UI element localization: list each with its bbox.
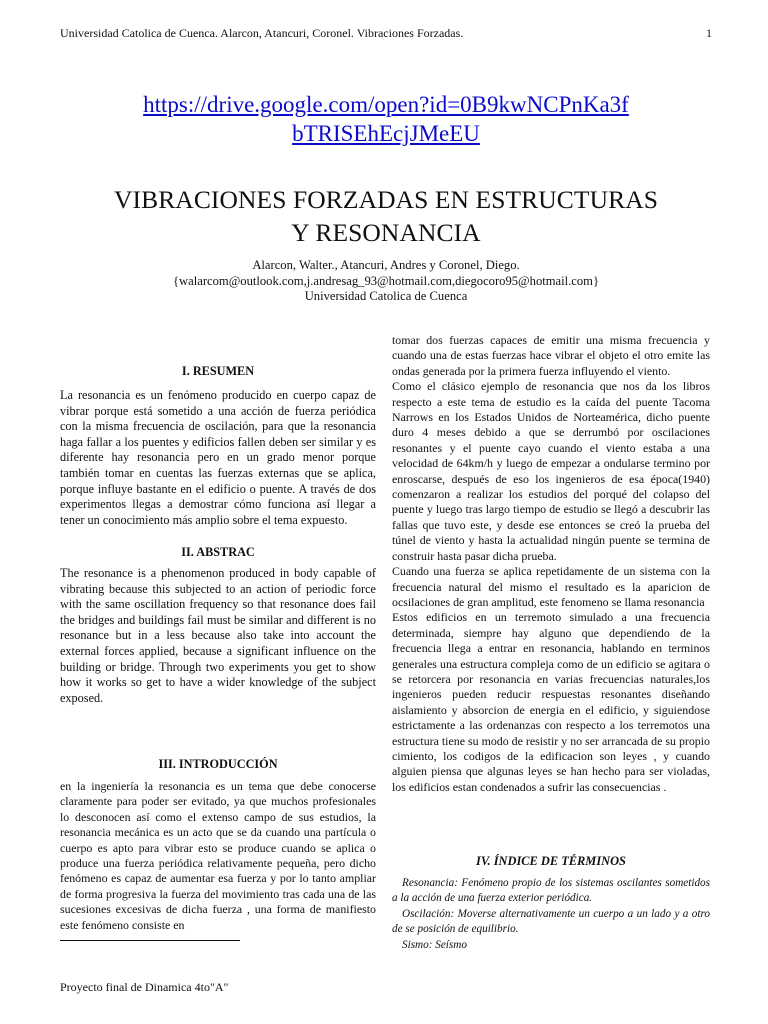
abstrac-body — [60, 566, 376, 706]
right-paragraph-3: Cuando una fuerza se aplica repetidamente de un sistema con la frecuencia natural del mismo el resultado es la aparicion de ocsilaciones de gran amplitud, este fenomeno se llama resonancia — [392, 564, 710, 609]
paper-title — [60, 183, 712, 249]
drive-link-line-2[interactable]: bTRISEhEcjJMeEU — [292, 121, 480, 146]
resumen-heading: I. RESUMEN — [181, 364, 255, 378]
term-sismo: Sismo: Seísmo — [402, 938, 467, 951]
footnote-divider — [60, 940, 240, 941]
right-column-body — [392, 333, 710, 795]
resumen-text: La resonancia es un fenómeno producido en cuerpo capaz de vibrar porque está sometido a una acción de fuerza periódica con la misma frecuencia de oscilación, para que la resonancia haga fallar a los puentes y edificios fallen deben ser similar y es diferente hay resonancia pero en un grado menor porque también tomar en cuentas las fuerzas externas que se aplica, porque influye bastante en el edificio o puente. A través de dos experimentos llegas a demostrar cómo funciona así llegar a tener un conocimiento más amplio sobre el tema expuesto. — [60, 388, 376, 527]
term-oscilacion: Oscilación: Moverse alternativamente un cuerpo a un lado y a otro de se posición de equilibrio. — [392, 907, 710, 936]
introduccion-body — [60, 779, 376, 933]
paper-title-line-2: Y RESONANCIA — [291, 218, 481, 247]
paper-title-line-1: VIBRACIONES FORZADAS EN ESTRUCTURAS — [113, 185, 659, 214]
running-head — [60, 26, 712, 41]
indice-terms — [392, 876, 710, 953]
author-emails: {walarcom@outlook.com,j.andresag_93@hotmail.com,diegocoro95@hotmail.com} — [173, 273, 599, 288]
introduccion-text: en la ingeniería la resonancia es un tema que debe conocerse claramente para poder ser evitado, ya que muchos profesionales lo desconocen así como el extenso campo de sus estudios, la resonancia mecánica es un acto que se da cuando una partícula o cuerpo es apto para vibrar esto se produce cuando se aplica o produce una fuerza periódica relativamente pequeña, pero dicho fenómeno es capaz de aumentar esa fuerza y por lo tanto ampliar de forma progresiva la fuerza del movimiento tras cada una de las sucesiones excesivas de dicha fuerza , una forma de manifiesto este fenómeno consiste en — [60, 779, 376, 932]
drive-link-line-1[interactable]: https://drive.google.com/open?id=0B9kwNCPnKa3f — [143, 92, 629, 117]
author-affiliation: Universidad Catolica de Cuenca — [304, 289, 468, 303]
introduccion-heading: III. INTRODUCCIÓN — [158, 757, 278, 771]
right-paragraph-4: Estos edificios en un terremoto simulado a una frecuencia determinada, siempre hay alguno que dependiendo de la frecuencia llega a entrar en resonancia, hablando en terminos generales una estructura compleja como de un edificio se agitara o se retorcera por resonancia en varias frecuencias naturales,los ingenieros pueden reducir respuestas resonantes diseñando aislamiento y absorcion de energia en el edificio, y siguiendose estrictamente a las ordenanzas con respecto a los terremotos una estructura tiene su modo de resistir y no ser arrancada de su propio cimiento, los codigos de la edificacion son leyes , y cuando alguien piensa que algunas leyes se han hecho para ser violadas, los edificios estan condenados a sufrir las consecuencias . — [392, 610, 710, 794]
author-block — [60, 258, 712, 305]
right-paragraph-2: Como el clásico ejemplo de resonancia que nos da los libros respecto a este tema de estudio es la caída del puente Tacoma Narrows en los Estados Unidos de Norteamérica, dicho puente duro 4 meses debido a que se derrumbó por oscilaciones resonantes y el puente cayo cuando el viento estaba a una velocidad de 64km/h y luego de empezar a ondularse termino por enroscarse, después de eso los ingenieros de esa época(1940) comenzaron a realizar los estudios del porqué del colapso del puente y luego tras largo tiempo de estudio se llegó a descubrir las fallas que tuvo este, y desde ese entonces se creó la prueba del túnel de viento y hasta la actualidad ningún puente se termina de construir hasta pasar dicha prueba. — [392, 379, 710, 563]
indice-heading: IV. ÍNDICE DE TÉRMINOS — [476, 854, 626, 868]
term-resonancia: Resonancia: Fenómeno propio de los sistemas oscilantes sometidos a la acción de una fuerza exterior periódica. — [392, 877, 710, 905]
running-title: Universidad Catolica de Cuenca. Alarcon, Atancuri, Coronel. Vibraciones Forzadas. — [60, 26, 464, 40]
right-paragraph-1: tomar dos fuerzas capaces de emitir una misma frecuencia y cuando una de estas fuerzas hace vibrar el objeto el otro emite las ondas generada por la primera fuerza influyendo el viento. — [392, 333, 710, 378]
page-footer: Proyecto final de Dinamica 4to"A" — [60, 980, 229, 994]
abstrac-text: The resonance is a phenomenon produced in body capable of vibrating because this subjected to an action of periodic force with the same oscillation frequency so that resonance does fail the bridges and buildings fail must be similar and different is no resonance but in a less because also take into account the external forces applied, because a significant influence on the building or bridge. Through two experiments you get to show how it works so get to have a wider knowledge of the subject exposed. — [60, 566, 376, 705]
author-names: Alarcon, Walter., Atancuri, Andres y Coronel, Diego. — [252, 258, 520, 272]
resumen-body — [60, 388, 376, 528]
page-number: 1 — [706, 26, 712, 40]
abstrac-heading: II. ABSTRAC — [181, 545, 255, 559]
drive-link[interactable] — [60, 90, 712, 148]
